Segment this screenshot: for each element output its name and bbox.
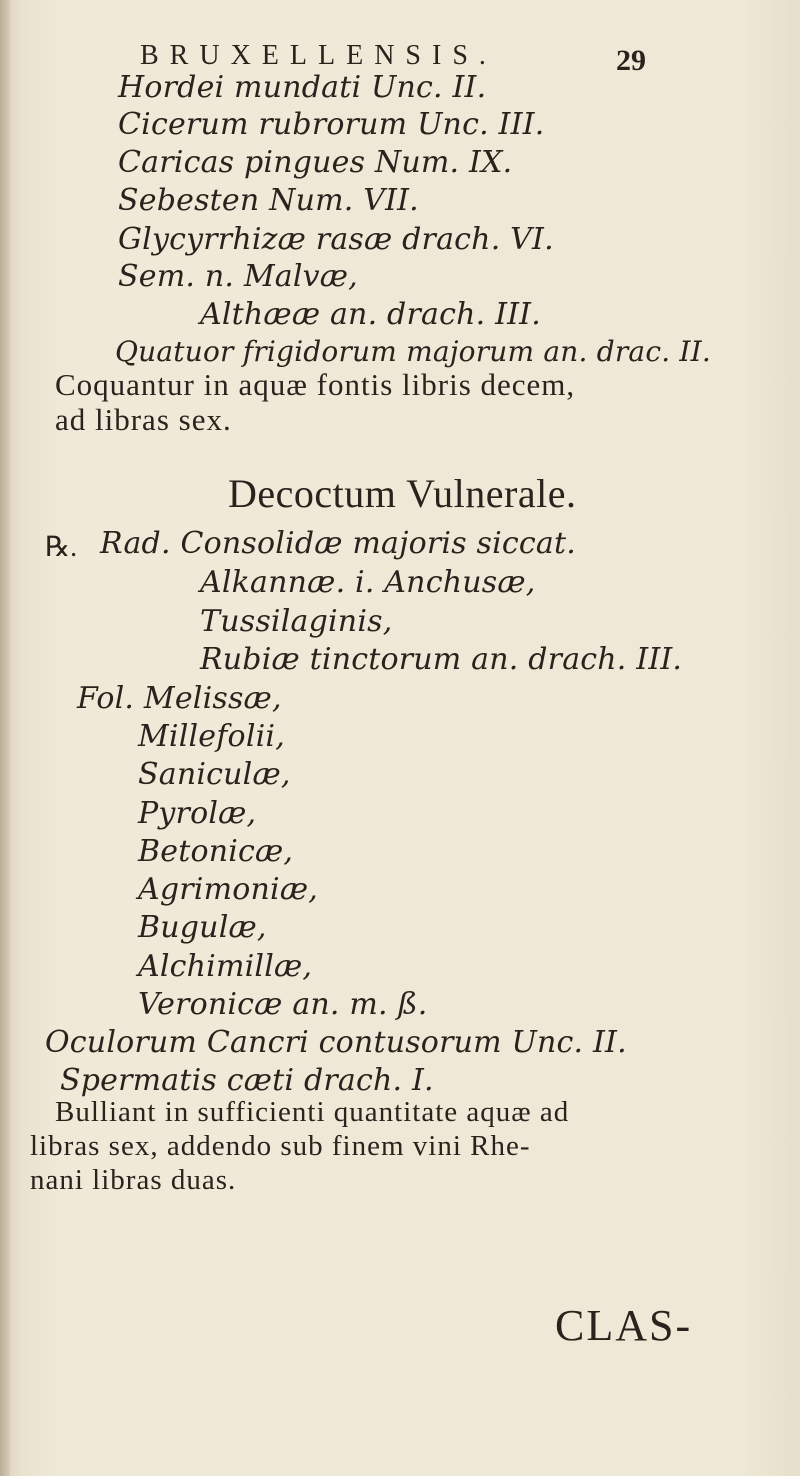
recipe-line: Tussilaginis, (200, 604, 393, 639)
recipe-line: Pyrolæ, (138, 796, 257, 831)
prose-line: Coquantur in aquæ fontis libris decem, (55, 367, 576, 402)
recipe-line: Althææ an. drach. III. (200, 297, 541, 332)
section-heading: Decoctum Vulnerale. (228, 471, 577, 516)
recipe-line: Bugulæ, (138, 910, 267, 945)
recipe-line: Millefolii, (138, 719, 285, 754)
prose-line: ad libras sex. (55, 402, 232, 437)
catchword: CLAS- (555, 1301, 693, 1350)
prose-line: nani libras duas. (30, 1164, 237, 1196)
recipe-line: Caricas pingues Num. IX. (118, 145, 513, 180)
recipe-line: Alchimillæ, (138, 949, 313, 984)
recipe-line: Rubiæ tinctorum an. drach. III. (200, 642, 683, 677)
recipe-line: Saniculæ, (138, 757, 291, 792)
page-number: 29 (616, 44, 646, 77)
recipe-line: Agrimoniæ, (138, 872, 318, 907)
rx-symbol: ℞. (45, 532, 78, 563)
recipe-line: Oculorum Cancri contusorum Unc. II. (45, 1025, 627, 1060)
page-gutter (0, 0, 10, 1476)
prose-line: libras sex, addendo sub finem vini Rhe- (30, 1130, 531, 1162)
recipe-line: Fol. Melissæ, (77, 681, 282, 716)
recipe-line: Veronicæ an. m. ß. (138, 987, 428, 1022)
prose-line: Bulliant in sufficienti quantitate aquæ ad (55, 1096, 570, 1128)
recipe-line: Sem. n. Malvæ, (118, 259, 358, 294)
recipe-line: Quatuor frigidorum majorum an. drac. II. (115, 335, 712, 368)
recipe-line: Rad. Consolidæ majoris siccat. (100, 526, 576, 561)
recipe-line: Spermatis cæti drach. I. (60, 1063, 434, 1098)
recipe-line: Glycyrrhizæ rasæ drach. VI. (118, 222, 554, 257)
recipe-line: Sebesten Num. VII. (118, 183, 419, 218)
recipe-line: Hordei mundati Unc. II. (118, 70, 487, 105)
recipe-line: Alkannæ. i. Anchusæ, (200, 565, 536, 600)
running-head: BRUXELLENSIS. (140, 40, 497, 71)
recipe-line: Cicerum rubrorum Unc. III. (118, 107, 545, 142)
recipe-line: Betonicæ, (138, 834, 294, 869)
